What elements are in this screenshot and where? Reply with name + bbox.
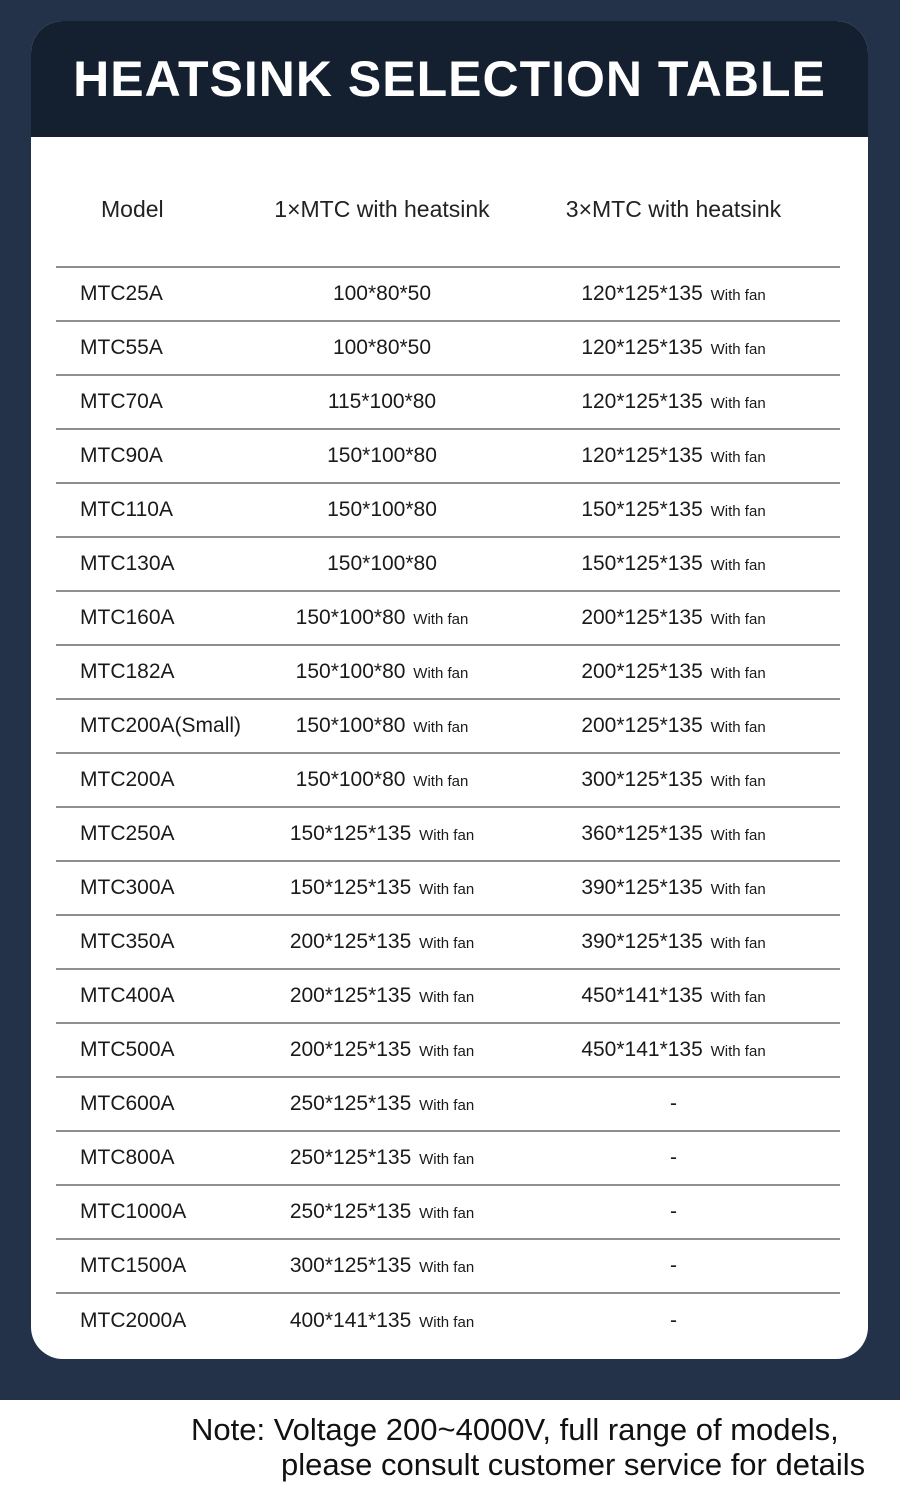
table-row bbox=[56, 592, 840, 646]
three-mtc-fan-note: With fan bbox=[710, 503, 766, 520]
one-mtc-fan-note: With fan bbox=[419, 1205, 475, 1222]
cell-one-mtc bbox=[257, 876, 507, 900]
page-title: HEATSINK SELECTION TABLE bbox=[73, 51, 826, 107]
table-row bbox=[56, 970, 840, 1024]
one-mtc-fan-note: With fan bbox=[419, 935, 475, 952]
one-mtc-fan-note: With fan bbox=[419, 1097, 475, 1114]
cell-three-mtc bbox=[507, 660, 840, 684]
cell-three-mtc bbox=[507, 498, 840, 522]
cell-model: MTC70A bbox=[80, 390, 163, 413]
cell-model: MTC250A bbox=[80, 822, 175, 845]
note-line-2: please consult customer service for details bbox=[281, 1447, 866, 1482]
selection-card bbox=[31, 21, 868, 1359]
table-row bbox=[56, 700, 840, 754]
one-mtc-dimensions: 250*125*135 bbox=[289, 1146, 412, 1169]
three-mtc-dimensions: 120*125*135 bbox=[581, 336, 703, 359]
cell-three-mtc bbox=[507, 1092, 840, 1116]
three-mtc-dimensions: 150*125*135 bbox=[581, 498, 703, 521]
cell-model: MTC400A bbox=[80, 984, 175, 1007]
cell-three-mtc bbox=[507, 606, 840, 630]
cell-model: MTC25A bbox=[80, 282, 163, 305]
cell-model: MTC130A bbox=[80, 552, 175, 575]
table-row bbox=[56, 484, 840, 538]
cell-one-mtc bbox=[257, 822, 507, 846]
three-mtc-dimensions: 300*125*135 bbox=[581, 768, 703, 791]
three-mtc-fan-note: With fan bbox=[710, 1043, 766, 1060]
heatsink-table bbox=[56, 152, 840, 1348]
header-model: Model bbox=[101, 195, 164, 222]
table-row bbox=[56, 754, 840, 808]
header-three-mtc: 3×MTC with heatsink bbox=[565, 195, 782, 222]
one-mtc-dimensions: 400*141*135 bbox=[289, 1309, 412, 1332]
cell-one-mtc bbox=[257, 1309, 507, 1333]
cell-three-mtc bbox=[507, 1038, 840, 1062]
one-mtc-fan-note: With fan bbox=[413, 719, 469, 736]
three-mtc-dimensions: 200*125*135 bbox=[581, 606, 703, 629]
note-line-1: Note: Voltage 200~4000V, full range of models, bbox=[191, 1412, 839, 1447]
table-row bbox=[56, 808, 840, 862]
one-mtc-fan-note: With fan bbox=[419, 1314, 475, 1331]
three-mtc-fan-note: With fan bbox=[710, 935, 766, 952]
cell-one-mtc bbox=[257, 660, 507, 684]
one-mtc-dimensions: 150*100*80 bbox=[295, 768, 406, 791]
table-row bbox=[56, 862, 840, 916]
cell-one-mtc bbox=[257, 768, 507, 792]
cell-one-mtc bbox=[257, 552, 507, 576]
cell-three-mtc bbox=[507, 1200, 840, 1224]
table-row bbox=[56, 538, 840, 592]
cell-model: MTC90A bbox=[80, 444, 163, 467]
cell-one-mtc bbox=[257, 1200, 507, 1224]
table-row bbox=[56, 1024, 840, 1078]
cell-model: MTC500A bbox=[80, 1038, 175, 1061]
cell-one-mtc bbox=[257, 1092, 507, 1116]
cell-model: MTC300A bbox=[80, 876, 175, 899]
cell-one-mtc bbox=[257, 714, 507, 738]
cell-three-mtc bbox=[507, 714, 840, 738]
three-mtc-fan-note: With fan bbox=[710, 287, 766, 304]
three-mtc-fan-note: With fan bbox=[710, 395, 766, 412]
cell-model: MTC200A(Small) bbox=[80, 714, 242, 737]
one-mtc-dimensions: 150*100*80 bbox=[295, 606, 406, 629]
cell-model: MTC600A bbox=[80, 1092, 175, 1115]
table-row bbox=[56, 1132, 840, 1186]
one-mtc-fan-note: With fan bbox=[413, 665, 469, 682]
three-mtc-dimensions: 120*125*135 bbox=[581, 282, 703, 305]
three-mtc-dimensions: 200*125*135 bbox=[581, 714, 703, 737]
one-mtc-fan-note: With fan bbox=[419, 1259, 475, 1276]
three-mtc-dimensions: - bbox=[670, 1254, 677, 1277]
one-mtc-dimensions: 150*100*80 bbox=[295, 660, 406, 683]
one-mtc-dimensions: 100*80*50 bbox=[332, 336, 432, 359]
cell-three-mtc bbox=[507, 282, 840, 306]
three-mtc-fan-note: With fan bbox=[710, 719, 766, 736]
table-header bbox=[56, 152, 840, 268]
three-mtc-dimensions: 150*125*135 bbox=[581, 552, 703, 575]
three-mtc-fan-note: With fan bbox=[710, 449, 766, 466]
table-row bbox=[56, 1186, 840, 1240]
cell-three-mtc bbox=[507, 336, 840, 360]
three-mtc-dimensions: - bbox=[670, 1092, 677, 1115]
one-mtc-dimensions: 150*100*80 bbox=[327, 444, 437, 467]
three-mtc-fan-note: With fan bbox=[710, 881, 766, 898]
cell-model: MTC800A bbox=[80, 1146, 175, 1169]
three-mtc-dimensions: 360*125*135 bbox=[581, 822, 703, 845]
one-mtc-dimensions: 200*125*135 bbox=[289, 984, 412, 1007]
table-row bbox=[56, 1078, 840, 1132]
one-mtc-dimensions: 200*125*135 bbox=[289, 930, 412, 953]
cell-one-mtc bbox=[257, 444, 507, 468]
cell-model: MTC55A bbox=[80, 336, 163, 359]
cell-model: MTC1000A bbox=[80, 1200, 187, 1223]
cell-model: MTC1500A bbox=[80, 1254, 187, 1277]
cell-three-mtc bbox=[507, 390, 840, 414]
three-mtc-dimensions: 450*141*135 bbox=[581, 984, 703, 1007]
footer-note bbox=[0, 1412, 900, 1482]
one-mtc-fan-note: With fan bbox=[419, 1151, 475, 1168]
cell-three-mtc bbox=[507, 930, 840, 954]
table-row bbox=[56, 268, 840, 322]
one-mtc-fan-note: With fan bbox=[413, 611, 469, 628]
one-mtc-fan-note: With fan bbox=[419, 827, 475, 844]
cell-model: MTC350A bbox=[80, 930, 175, 953]
table-row bbox=[56, 646, 840, 700]
one-mtc-dimensions: 150*100*80 bbox=[327, 498, 437, 521]
one-mtc-dimensions: 150*100*80 bbox=[295, 714, 406, 737]
cell-model: MTC160A bbox=[80, 606, 175, 629]
three-mtc-dimensions: 450*141*135 bbox=[581, 1038, 703, 1061]
one-mtc-fan-note: With fan bbox=[413, 773, 469, 790]
three-mtc-dimensions: 200*125*135 bbox=[581, 660, 703, 683]
three-mtc-dimensions: - bbox=[670, 1200, 677, 1223]
table-row bbox=[56, 430, 840, 484]
one-mtc-dimensions: 200*125*135 bbox=[289, 1038, 412, 1061]
cell-one-mtc bbox=[257, 1254, 507, 1278]
one-mtc-dimensions: 250*125*135 bbox=[289, 1200, 412, 1223]
cell-one-mtc bbox=[257, 282, 507, 306]
one-mtc-dimensions: 100*80*50 bbox=[332, 282, 432, 305]
cell-one-mtc bbox=[257, 984, 507, 1008]
cell-three-mtc bbox=[507, 444, 840, 468]
table-row bbox=[56, 916, 840, 970]
one-mtc-dimensions: 115*100*80 bbox=[327, 390, 437, 413]
table-body bbox=[56, 268, 840, 1348]
cell-three-mtc bbox=[507, 1146, 840, 1170]
one-mtc-dimensions: 300*125*135 bbox=[289, 1254, 412, 1277]
one-mtc-fan-note: With fan bbox=[419, 881, 475, 898]
three-mtc-fan-note: With fan bbox=[710, 989, 766, 1006]
cell-model: MTC182A bbox=[80, 660, 175, 683]
three-mtc-fan-note: With fan bbox=[710, 341, 766, 358]
card-header bbox=[31, 21, 868, 137]
three-mtc-dimensions: 120*125*135 bbox=[581, 444, 703, 467]
one-mtc-fan-note: With fan bbox=[419, 1043, 475, 1060]
one-mtc-dimensions: 150*100*80 bbox=[327, 552, 437, 575]
cell-three-mtc bbox=[507, 876, 840, 900]
cell-three-mtc bbox=[507, 822, 840, 846]
three-mtc-dimensions: - bbox=[670, 1146, 677, 1169]
three-mtc-fan-note: With fan bbox=[710, 557, 766, 574]
three-mtc-dimensions: 120*125*135 bbox=[581, 390, 703, 413]
one-mtc-dimensions: 150*125*135 bbox=[289, 822, 412, 845]
cell-one-mtc bbox=[257, 930, 507, 954]
three-mtc-dimensions: 390*125*135 bbox=[581, 930, 703, 953]
three-mtc-dimensions: - bbox=[670, 1309, 677, 1332]
three-mtc-fan-note: With fan bbox=[710, 773, 766, 790]
cell-three-mtc bbox=[507, 552, 840, 576]
cell-three-mtc bbox=[507, 1309, 840, 1333]
cell-three-mtc bbox=[507, 984, 840, 1008]
three-mtc-dimensions: 390*125*135 bbox=[581, 876, 703, 899]
one-mtc-dimensions: 250*125*135 bbox=[289, 1092, 412, 1115]
cell-one-mtc bbox=[257, 1038, 507, 1062]
three-mtc-fan-note: With fan bbox=[710, 665, 766, 682]
cell-one-mtc bbox=[257, 1146, 507, 1170]
three-mtc-fan-note: With fan bbox=[710, 611, 766, 628]
cell-model: MTC2000A bbox=[80, 1309, 187, 1332]
cell-one-mtc bbox=[257, 606, 507, 630]
cell-model: MTC200A bbox=[80, 768, 175, 791]
table-row bbox=[56, 1240, 840, 1294]
cell-three-mtc bbox=[507, 768, 840, 792]
cell-one-mtc bbox=[257, 336, 507, 360]
table-row bbox=[56, 376, 840, 430]
cell-model: MTC110A bbox=[80, 498, 173, 521]
header-one-mtc: 1×MTC with heatsink bbox=[274, 195, 490, 222]
table-row bbox=[56, 1294, 840, 1348]
cell-one-mtc bbox=[257, 498, 507, 522]
one-mtc-dimensions: 150*125*135 bbox=[289, 876, 412, 899]
cell-three-mtc bbox=[507, 1254, 840, 1278]
three-mtc-fan-note: With fan bbox=[710, 827, 766, 844]
one-mtc-fan-note: With fan bbox=[419, 989, 475, 1006]
cell-one-mtc bbox=[257, 390, 507, 414]
table-row bbox=[56, 322, 840, 376]
